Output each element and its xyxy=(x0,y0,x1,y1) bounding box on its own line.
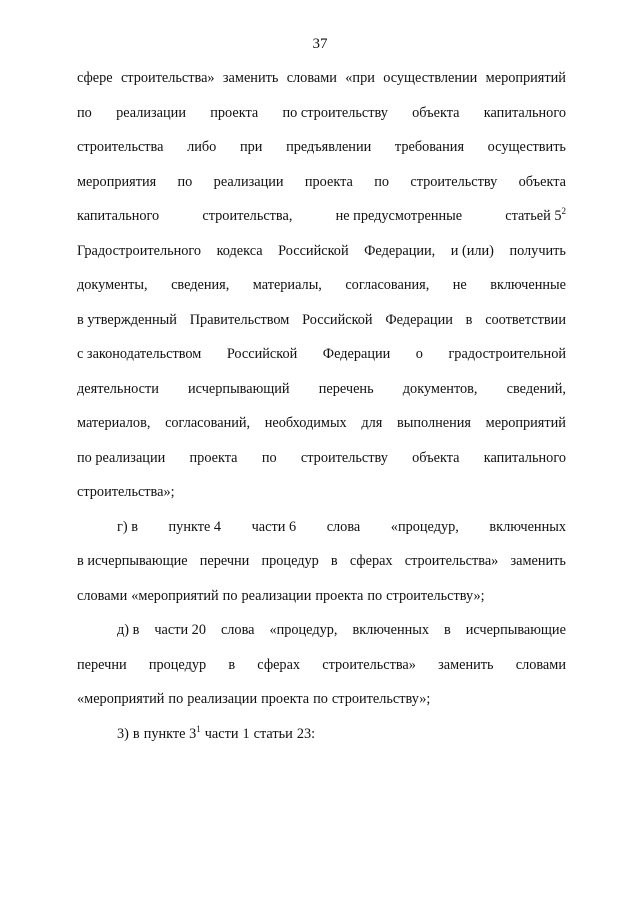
word: строительству xyxy=(410,173,498,190)
word: строительства» xyxy=(322,656,416,673)
word: при xyxy=(239,139,263,155)
superscript: 2 xyxy=(561,206,566,216)
document-body xyxy=(77,70,566,760)
word: строительства xyxy=(77,139,164,155)
word: необходимых xyxy=(264,415,347,431)
word: согласований, xyxy=(165,415,251,431)
word: Российской xyxy=(226,346,298,362)
word: по xyxy=(168,691,184,707)
word: либо xyxy=(187,139,217,155)
word: заменить xyxy=(222,70,279,86)
word: 3) xyxy=(117,725,129,742)
text-line xyxy=(77,723,566,761)
text-line xyxy=(77,70,566,105)
word: реализации xyxy=(116,104,186,121)
word: с законодательством xyxy=(77,346,202,362)
word: в xyxy=(132,725,140,742)
text-line xyxy=(77,105,566,140)
word: слова xyxy=(326,518,361,535)
word: перечни xyxy=(77,656,127,673)
word: Федерации xyxy=(322,346,391,362)
word: словами xyxy=(286,70,337,86)
word: кодекса xyxy=(216,242,263,259)
word: Федерации, xyxy=(364,242,436,259)
word: «мероприятий xyxy=(131,587,219,604)
word: в утвержденный xyxy=(77,311,177,328)
word: соответствии xyxy=(485,311,566,328)
word: 1 xyxy=(242,725,250,742)
word: процедур xyxy=(261,553,319,569)
word: Правительством xyxy=(189,311,290,328)
text-line xyxy=(77,243,566,278)
word: документов, xyxy=(402,380,478,397)
word: в xyxy=(465,311,473,328)
word: в xyxy=(330,553,338,569)
word: для xyxy=(361,415,383,431)
word: получить xyxy=(509,242,566,259)
word: требования xyxy=(394,139,465,155)
text-line xyxy=(77,312,566,347)
word: реализации xyxy=(187,691,258,707)
word: Российской xyxy=(302,311,373,328)
text-line xyxy=(77,588,566,623)
word: «процедур, xyxy=(269,622,338,638)
text-line xyxy=(77,139,566,174)
word: деятельности xyxy=(77,380,159,397)
word: не предусмотренные xyxy=(335,208,463,224)
word: части 20 xyxy=(154,622,206,638)
word: мероприятий xyxy=(485,70,566,86)
word: пункте $3^1$ xyxy=(143,723,201,742)
word: проекта xyxy=(304,173,353,190)
word: и (или) xyxy=(450,242,494,259)
word: Градостроительного xyxy=(77,242,202,259)
word: осуществить xyxy=(487,139,566,155)
text-line xyxy=(77,208,566,243)
word: процедур xyxy=(148,656,207,673)
word: по xyxy=(222,587,238,604)
word: сферах xyxy=(349,553,393,569)
word: объекта xyxy=(518,173,566,190)
word: статьей $5^2$ xyxy=(505,206,566,224)
word: по xyxy=(367,587,383,604)
word: сведения, xyxy=(171,277,230,293)
word: реализации xyxy=(241,587,312,604)
word: предъявлении xyxy=(286,139,372,155)
word: строительству»; xyxy=(386,587,485,604)
text-line xyxy=(77,277,566,312)
word: о xyxy=(415,346,423,362)
word: мероприятия xyxy=(77,173,157,190)
word: заменить xyxy=(438,656,494,673)
word: включенные xyxy=(490,277,566,293)
word: выполнения xyxy=(397,415,472,431)
word: исчерпывающий xyxy=(188,380,290,397)
word: реализации xyxy=(213,173,284,190)
word: части 6 xyxy=(251,518,297,535)
word: в xyxy=(443,622,451,638)
word: строительства» xyxy=(120,70,215,86)
word: слова xyxy=(220,622,255,638)
word: по строительству xyxy=(282,104,388,121)
text-line xyxy=(77,553,566,588)
word: материалов, xyxy=(77,415,151,431)
word: сфере xyxy=(77,70,113,86)
word: строительству xyxy=(300,449,388,466)
word: пункте 4 xyxy=(168,518,222,535)
word: Российской xyxy=(278,242,349,259)
word: строительства»; xyxy=(77,484,175,500)
text-line xyxy=(77,450,566,485)
text-line xyxy=(77,174,566,209)
word: мероприятий xyxy=(485,415,566,431)
text-line xyxy=(77,519,566,554)
text-line xyxy=(77,691,566,726)
word: словами xyxy=(77,587,128,604)
text-line xyxy=(77,346,566,381)
word: капитального xyxy=(77,208,160,224)
word: капитального xyxy=(483,449,566,466)
word: «мероприятий xyxy=(77,691,165,707)
word: в xyxy=(228,656,236,673)
word: документы, xyxy=(77,277,148,293)
word: по xyxy=(313,691,328,707)
word: по xyxy=(261,449,277,466)
word: перечни xyxy=(199,553,250,569)
word: проекта xyxy=(261,691,310,707)
text-line xyxy=(77,415,566,450)
word: согласования, xyxy=(345,277,430,293)
text-line xyxy=(77,657,566,692)
word: сферах xyxy=(257,656,301,673)
word: «процедур, xyxy=(390,518,459,535)
superscript: 1 xyxy=(196,723,201,734)
text-line xyxy=(77,484,566,519)
word: объекта xyxy=(412,104,460,121)
word: строительству»; xyxy=(331,691,431,707)
word: «при xyxy=(345,70,375,86)
word: исчерпывающие xyxy=(465,622,566,638)
word: словами xyxy=(515,656,566,673)
word: включенных xyxy=(489,518,566,535)
word: строительства» xyxy=(404,553,499,569)
word: капитального xyxy=(483,104,566,121)
word: проекта xyxy=(315,587,364,604)
word: не xyxy=(452,277,467,293)
word: сведений, xyxy=(506,380,566,397)
word: строительства, xyxy=(202,208,293,224)
word: по реализации xyxy=(77,449,166,466)
text-line xyxy=(77,622,566,657)
word: 23: xyxy=(296,725,316,742)
word: перечень xyxy=(318,380,374,397)
word: заменить xyxy=(510,553,566,569)
word: части xyxy=(204,725,239,742)
word: градостроительной xyxy=(448,346,566,362)
word: проекта xyxy=(210,104,259,121)
word: осуществлении xyxy=(383,70,478,86)
word: включенных xyxy=(352,622,430,638)
word: по xyxy=(374,173,390,190)
word: проекта xyxy=(189,449,238,466)
page-number: 37 xyxy=(312,36,328,52)
word: по xyxy=(77,104,92,121)
text-line xyxy=(77,381,566,416)
word: Федерации xyxy=(385,311,453,328)
word: г) в xyxy=(117,518,138,535)
word: материалы, xyxy=(252,277,322,293)
word: объекта xyxy=(412,449,460,466)
word: статьи xyxy=(253,725,293,742)
word: по xyxy=(177,173,193,190)
word: д) в xyxy=(117,622,140,638)
word: в исчерпывающие xyxy=(77,553,188,569)
